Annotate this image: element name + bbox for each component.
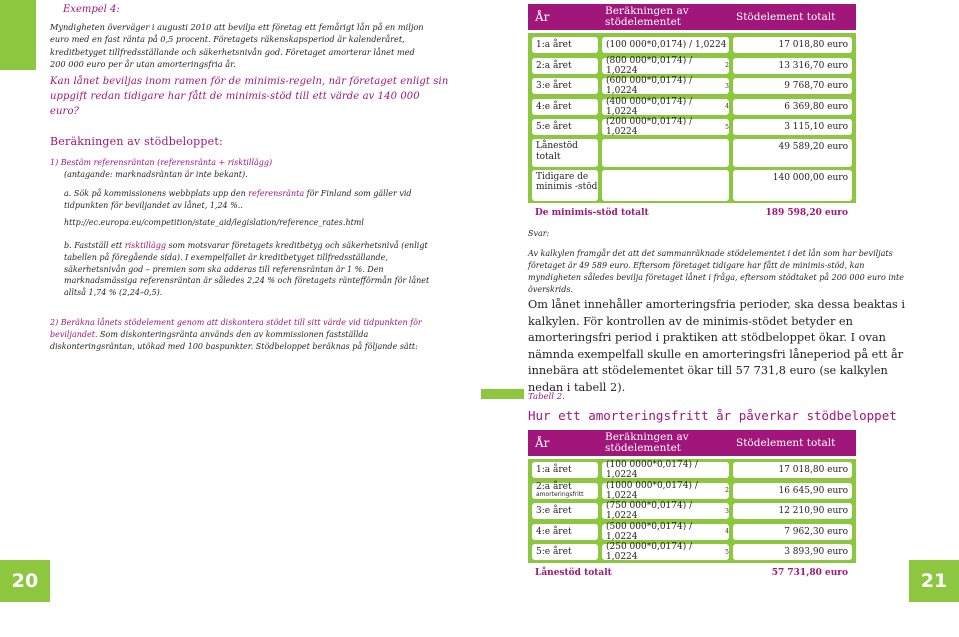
t1-total-1: 17 018,80 euro [732, 36, 853, 54]
example-body: Myndigheten överväger i augusti 2010 att bevilja ett företag ett femårigt lån på en miljon euro med en fast ränta på 0,5 procent. Företagets räkenskapsperiod är kalenderåret, kreditbetyget tillfredsställande och säkerhetsnivån god. Företaget amorterar lånet med 200 000 euro per år utan amorteringsfria år. [50, 22, 424, 69]
t2-total-value: 57 731,80 euro [771, 568, 848, 578]
t2-total-3: 12 210,90 euro [732, 502, 853, 520]
t2-total-5: 3 893,90 euro [732, 543, 853, 561]
t2-calc-3 [601, 502, 730, 520]
t1-calc-3 [601, 77, 730, 95]
total-label: De minimis-stöd totalt [535, 208, 649, 218]
t2-calc-text: (500 000*0,0174) / 1,0224 [606, 521, 693, 542]
lanestod-label: Lånestöd totalt [531, 138, 599, 168]
t1-year-2: 2:a året [531, 57, 599, 75]
header-year: År [535, 9, 550, 24]
step-a-pre: a. Sök på kommissionens webbplats upp den [64, 189, 249, 198]
t2-total-label: Lånestöd totalt [535, 568, 612, 578]
step-1-heading: 1) Bestäm referensräntan (referensränta + risktillägg) [50, 158, 273, 167]
t2-calc-text: (250 000*0,0174) / 1,0224 [606, 542, 693, 562]
step-2 [50, 317, 450, 352]
reference-url[interactable]: http://ec.europa.eu/competition/state_aid/legislation/reference_rates.html [64, 218, 364, 227]
table-2-header [528, 430, 856, 456]
left-accent-bar [0, 0, 36, 70]
t2-year-5: 5:e året [531, 543, 599, 561]
t2-total-4: 7 962,30 euro [732, 523, 853, 541]
t1-calc-exponent: 3 [725, 82, 729, 90]
t2-year-text: 2:a året [536, 481, 572, 492]
t2-calc-text: (750 000*0,0174) / 1,0224 [606, 501, 693, 521]
table-1-header [528, 4, 856, 30]
step-b-post: som motsvarar företagets kreditbetyg och säkerhetsnivå (enligt tabellen på föregående sida). I exempelfallet är kreditbetyget tillfredsställande, säkerhetsnivån god – premien som ska adderas till referensräntan är 1 %. Den marknadsmässiga referensräntan är således 2,24 % och företagets räntefförmån för lånet alltså 1,74 % (2,24–0,5). [64, 241, 430, 298]
body-paragraph: Om lånet innehåller amorteringsfria perioder, ska dessa beaktas i kalkylen. För kontrollen av de minimis-stödet betyder en amorteringsfri period i praktiken att stödbeloppet ökar. I ovan nämnda exempelfall skulle en amorteringsfri låneperiod på ett år innebära att stödelementet ökar till 57 731,8 euro (se kalkylen nedan i tabell 2). [528, 298, 906, 394]
tidigare-label: Tidigare de minimis -stöd [531, 169, 599, 202]
t2-calc-4 [601, 523, 730, 541]
calc-heading: Beräkningen av stödbeloppet: [50, 135, 223, 148]
t2-calc-1 [601, 461, 730, 479]
step-2-heading: 2) Beräkna lånets stödelement genom att diskontera stödet till sitt värde vid tidpunkten för beviljandet. [50, 318, 422, 339]
t2-header-year: År [535, 435, 550, 450]
t2-header-total: Stödelement totalt [736, 436, 836, 449]
t1-calc-exponent: 4 [725, 103, 729, 110]
t1-total-4: 6 369,80 euro [732, 98, 853, 116]
lanestod-value: 49 589,20 euro [778, 142, 848, 152]
t1-year-5: 5:e året [531, 118, 599, 136]
tidigare-value-box [732, 169, 853, 202]
t2-total-2: 16 645,90 euro [732, 482, 853, 500]
table-2-accent-bar [481, 389, 524, 399]
step-a-post: för Finland som gäller vid tidpunkten för beviljandet av lånet, 1,24 %.. [64, 189, 412, 211]
tidigare-empty [601, 169, 730, 202]
t2-header-calc: Beräkningen av stödelementet [605, 431, 689, 454]
t2-calc-2 [601, 482, 730, 500]
step-b-pre: b. Fastställ ett [64, 241, 125, 250]
t2-year-4: 4:e året [531, 523, 599, 541]
step-1-sub: (antagande: marknadsräntan är inte bekant). [64, 170, 248, 180]
t1-year-4: 4:e året [531, 98, 599, 116]
t1-year-1: 1:a året [531, 36, 599, 54]
lanestod-empty [601, 138, 730, 168]
step-2-body: Som diskonteringsränta används den av kommissionen fastställda diskonteringsräntan, utökad med 100 baspunkter. Stödbeloppet beräknas på följande sätt: [50, 329, 418, 351]
t2-year-1: 1:a året [531, 461, 599, 479]
step-a [64, 188, 444, 212]
tidigare-value: 140 000,00 euro [772, 173, 848, 183]
header-calc: Beräkningen av stödelementet [605, 5, 689, 28]
answer-label: Svar: [528, 229, 550, 238]
lanestod-value-box [732, 138, 853, 168]
header-total: Stödelement totalt [736, 10, 836, 23]
t1-calc-5 [601, 118, 730, 136]
t2-year-3: 3:e året [531, 502, 599, 520]
t1-calc-exponent: 5 [725, 123, 729, 131]
step-a-term: referensränta [248, 189, 305, 198]
t2-calc-text: (100 0000*0,0174) / 1,0224 [606, 460, 698, 480]
t1-calc-exponent: 2 [725, 62, 729, 69]
page-number-right: 21 [909, 560, 959, 602]
table-2-label: Tabell 2. [528, 392, 565, 402]
t1-total-5: 3 115,10 euro [732, 118, 853, 136]
t2-calc-text: (1000 000*0,0174) / 1,0224 [606, 480, 698, 501]
step-b [64, 240, 444, 299]
table-2-title: Hur ett amorteringsfritt år påverkar stödbeloppet [528, 408, 897, 423]
t1-total-3: 9 768,70 euro [732, 77, 853, 95]
page-number-left: 20 [0, 560, 50, 602]
t1-calc-text: (800 000*0,0174) / 1,0224 [606, 55, 693, 76]
step-1 [50, 157, 450, 181]
total-value: 189 598,20 euro [765, 208, 848, 218]
t1-year-3: 3:e året [531, 77, 599, 95]
t2-calc-5 [601, 543, 730, 561]
t2-calc-exponent: 5 [725, 548, 729, 556]
t2-calc-exponent: 2 [725, 487, 729, 494]
t1-calc-4 [601, 98, 730, 116]
t1-calc-text: (100 000*0,0174) / 1,0224 [606, 40, 727, 50]
example-title: Exempel 4: [63, 4, 120, 15]
answer-text: Av kalkylen framgår det att det sammanräknade stödelementet i det lån som har beviljats företaget är 49 589 euro. Eftersom företaget tidigare har fått de minimis-stöd, kan myndigheten således bevilja företaget lånet i fråga, eftersom stödtaket på 200 000 euro inte överskrids. [528, 249, 904, 294]
question-text: Kan lånet beviljas inom ramen för de minimis-regeln, när företaget enligt sin uppgift redan tidigare har fått de minimis-stöd till ett värde av 140 000 euro? [50, 76, 449, 117]
t1-calc-text: (600 000*0,0174) / 1,0224 [606, 76, 693, 96]
t2-year-sub: amorteringsfritt [536, 490, 584, 498]
t1-total-2: 13 316,70 euro [732, 57, 853, 75]
t2-total-1: 17 018,80 euro [732, 461, 853, 479]
t1-calc-2 [601, 57, 730, 75]
step-b-term: risktillägg [124, 241, 167, 250]
t1-calc-1 [601, 36, 730, 54]
t1-calc-text: (200 000*0,0174) / 1,0224 [606, 117, 693, 137]
t2-year-2 [531, 482, 599, 500]
t2-calc-exponent: 3 [725, 507, 729, 515]
t1-calc-text: (400 000*0,0174) / 1,0224 [606, 96, 693, 117]
t2-calc-exponent: 4 [725, 528, 729, 535]
